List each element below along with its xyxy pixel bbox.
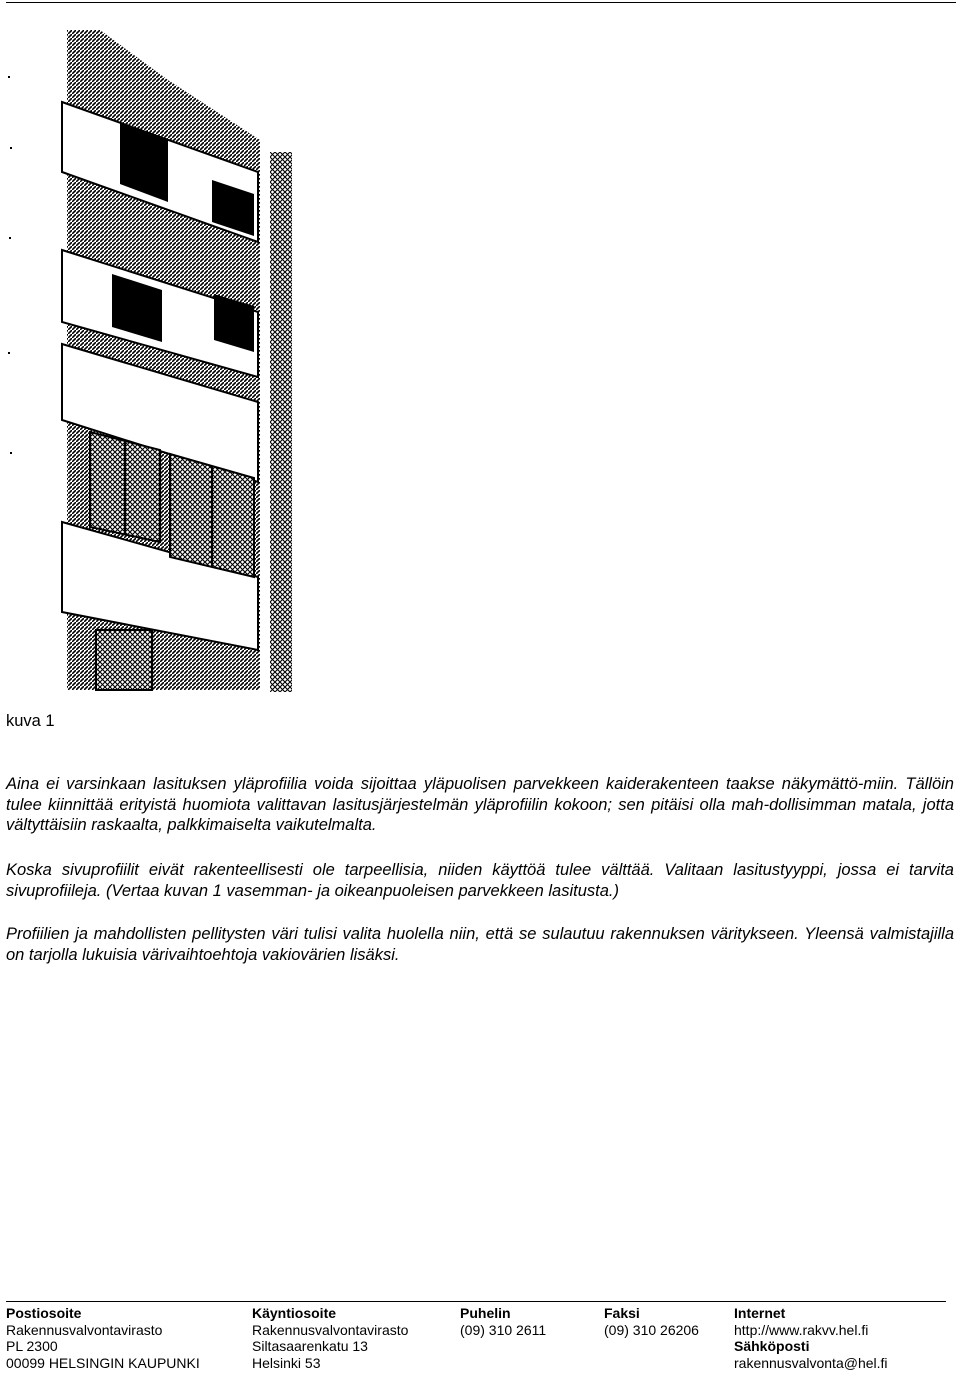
footer-link[interactable]: http://www.rakvv.hel.fi xyxy=(734,1321,869,1338)
footer-kayntiosoite xyxy=(252,1305,408,1371)
balcony-figure xyxy=(0,22,300,694)
footer-heading: Internet xyxy=(734,1305,786,1321)
paragraph-3: Profiilien ja mahdollisten pellitysten väri tulisi valita huolella niin, että se sulautuu rakennuksen väritykseen. Yleensä valmistajilla on tarjolla lukuisia värivaihtoehtoja vakiovärien lisäksi. xyxy=(6,925,954,964)
footer-postiosoite xyxy=(6,1305,200,1371)
footer-heading: Käyntiosoite xyxy=(252,1305,337,1321)
footer-heading: Faksi xyxy=(604,1305,640,1321)
footer-heading: Puhelin xyxy=(460,1305,511,1321)
footer-line: PL 2300 xyxy=(6,1338,58,1354)
figure-caption: kuva 1 xyxy=(6,712,55,730)
footer-heading: Sähköposti xyxy=(734,1338,810,1354)
footer-line: Helsinki 53 xyxy=(252,1354,321,1371)
footer-faksi xyxy=(604,1305,699,1338)
footer-line: Siltasaarenkatu 13 xyxy=(252,1338,368,1354)
footer-line: Rakennusvalvontavirasto xyxy=(252,1321,409,1338)
footer-email[interactable]: rakennusvalvonta@hel.fi xyxy=(734,1354,888,1371)
footer-line: (09) 310 26206 xyxy=(604,1321,699,1338)
footer-line: (09) 310 2611 xyxy=(460,1321,547,1338)
footer-line: 00099 HELSINGIN KAUPUNKI xyxy=(6,1354,200,1371)
footer-heading: Postiosoite xyxy=(6,1305,82,1321)
footer-internet xyxy=(734,1305,888,1371)
footer-puhelin xyxy=(460,1305,546,1338)
top-rule xyxy=(6,2,956,3)
paragraph-2: Koska sivuprofiilit eivät rakenteellisesti ole tarpeellisia, niiden käyttöä tulee välttää. Valitaan lasitustyyppi, jossa ei tarvita sivuprofiileja. (Vertaa kuvan 1 vasemman- ja oikeanpuoleisen parvekkeen lasitusta.) xyxy=(6,861,954,900)
footer xyxy=(6,1301,946,1371)
paragraph-1: Aina ei varsinkaan lasituksen yläprofiilia voida sijoittaa yläpuolisen parvekkeen kaiderakenteen taakse näkymättö-miin. Tällöin tulee kiinnittää erityistä huomiota valittavan lasitusjärjestelmän yläprofiilin kokoon; sen pitäisi olla mah-dollisimman matala, jotta vältyttäisiin raskaalta, palkkimaiselta vaikutelmalta. xyxy=(6,775,954,834)
footer-line: Rakennusvalvontavirasto xyxy=(6,1321,163,1338)
